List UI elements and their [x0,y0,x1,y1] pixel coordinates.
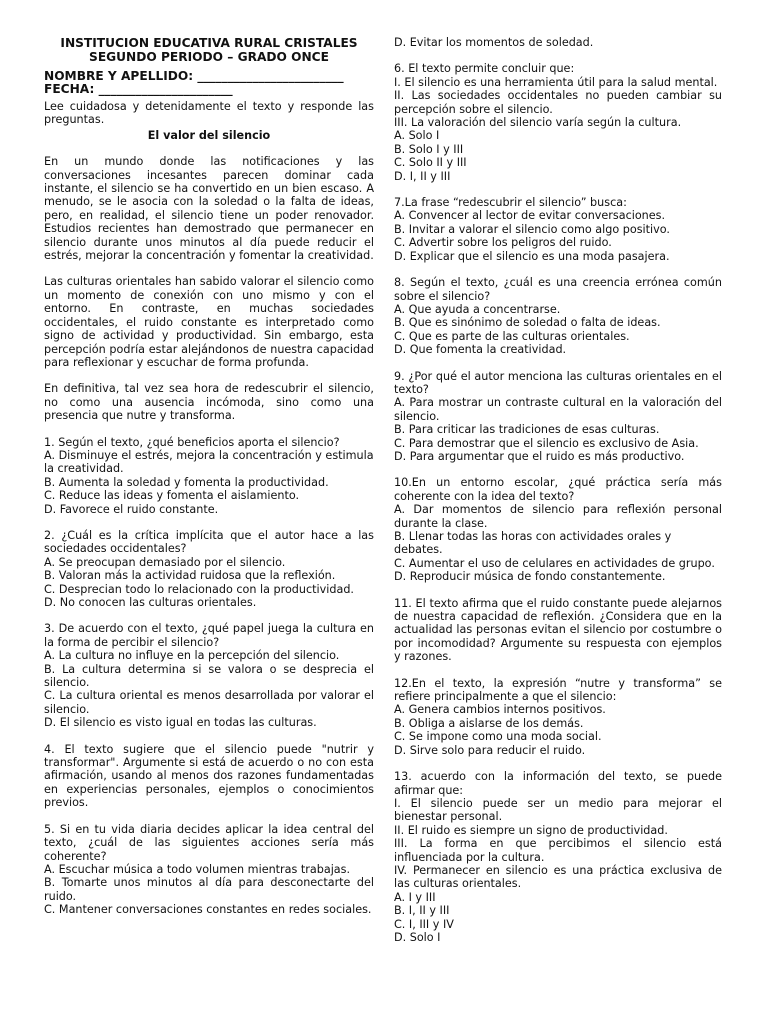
answer-option[interactable]: C. La cultura oriental es menos desarrollada por valorar el silencio. [44,689,374,716]
question-6 [394,62,722,183]
answer-option[interactable]: D. I, II y III [394,169,451,183]
answer-option[interactable]: C. Reduce las ideas y fomenta el aislamiento. [44,489,300,503]
question-stem: 10.En un entorno escolar, ¿qué práctica sería más coherente con la idea del texto? [394,476,722,503]
answer-option[interactable]: B. Tomarte unos minutos al día para desconectarte del ruido. [44,876,374,903]
question-8 [394,276,722,356]
reading-paragraph: En un mundo donde las notificaciones y las conversaciones incesantes parecen dominar cada instante, el silencio se ha convertido en un bien escaso. A menudo, se le asocia con la soledad o la falta de ideas, pero, en realidad, el silencio tiene un poder renovador. Estudios recientes han demostrado que permanecer en silencio durante unos minutos al día puede reducir el estrés, mejorar la concentración y fomentar la creatividad. [44,155,374,263]
answer-option[interactable]: C. Solo II y III [394,156,467,170]
answer-option[interactable]: B. Que es sinónimo de soledad o falta de ideas. [394,316,661,330]
answer-option[interactable]: A. Disminuye el estrés, mejora la concentración y estimula la creatividad. [44,448,374,476]
question-stem: 4. El texto sugiere que el silencio puede "nutrir y transformar". Argumente si está de acuerdo o no con esta afirmación, usando al menos dos razones fundamentadas en experiencias personales, ejemplos o conocimientos previos. [44,742,374,810]
answer-option[interactable]: D. Evitar los momentos de soledad. [394,36,594,49]
statement: IV. Permanecer en silencio es una práctica exclusiva de las culturas orientales. [394,863,722,891]
question-stem: 2. ¿Cuál es la crítica implícita que el autor hace a las sociedades occidentales? [44,528,374,556]
answer-option[interactable]: A. Que ayuda a concentrarse. [394,302,561,316]
school-name: INSTITUCION EDUCATIVA RURAL CRISTALES [60,36,358,50]
right-column [394,36,722,944]
answer-option[interactable]: A. Escuchar música a todo volumen mientras trabajas. [44,862,351,876]
answer-option[interactable]: D. Reproducir música de fondo constantemente. [394,570,666,584]
question-9 [394,370,722,464]
question-stem: 12.En el texto, la expresión “nutre y transforma” se refiere principalmente a que el silencio: [394,676,722,704]
question-stem: 7.La frase “redescubrir el silencio” busca: [394,196,627,210]
answer-option[interactable]: A. Se preocupan demasiado por el silencio. [44,555,286,569]
answer-option[interactable]: B. Invitar a valorar el silencio como algo positivo. [394,222,670,236]
question-1 [44,436,374,516]
answer-option[interactable]: D. Sirve solo para reducir el ruido. [394,743,586,757]
answer-option[interactable]: B. La cultura determina si se valora o se desprecia el silencio. [44,662,374,690]
reading-title: El valor del silencio [147,128,271,142]
statement: I. El silencio es una herramienta útil para la salud mental. [394,75,718,89]
answer-option[interactable]: C. Aumentar el uso de celulares en actividades de grupo. [394,556,715,570]
question-7 [394,196,722,263]
reading-paragraph: En definitiva, tal vez sea hora de redescubrir el silencio, no como una ausencia incómoda, sino como una presencia que nutre y transforma. [44,382,374,423]
answer-option[interactable]: C. Desprecian todo lo relacionado con la productividad. [44,582,354,596]
question-stem: 11. El texto afirma que el ruido constante puede alejarnos de nuestra capacidad de reflexión. ¿Considera que en la actualidad las personas evitan el silencio por costumbre o por incomodidad? Argumente su respuesta con ejemplos y razones. [394,596,722,664]
answer-option[interactable]: A. Convencer al lector de evitar conversaciones. [394,209,666,223]
question-5 [44,823,374,917]
answer-option[interactable]: C. Advertir sobre los peligros del ruido. [394,236,612,250]
instruction: Lee cuidadosa y detenidamente el texto y responde las preguntas. [44,100,374,127]
answer-option[interactable]: C. I, III y IV [394,917,454,931]
answer-option[interactable]: D. Que fomenta la creatividad. [394,343,567,357]
question-13 [394,770,722,944]
question-11 [394,597,722,664]
answer-option[interactable]: D. No conocen las culturas orientales. [44,596,257,609]
answer-option[interactable]: B. Solo I y III [394,142,464,156]
answer-option[interactable]: C. Se impone como una moda social. [394,730,602,744]
answer-option[interactable]: D. Favorece el ruido constante. [44,502,219,516]
answer-option[interactable]: A. Genera cambios internos positivos. [394,703,606,717]
answer-option[interactable]: D. Para argumentar que el ruido es más productivo. [394,449,685,463]
question-12 [394,677,722,757]
question-stem: 5. Si en tu vida diaria decides aplicar la idea central del texto, ¿cuál de las siguientes acciones sería más coherente? [44,822,374,863]
question-stem: 13. acuerdo con la información del texto, se puede afirmar que: [394,770,722,797]
answer-option[interactable]: C. Mantener conversaciones constantes en redes sociales. [44,903,372,917]
left-column [44,36,374,917]
answer-option[interactable]: D. Explicar que el silencio es una moda pasajera. [394,249,670,263]
question-10 [394,476,722,583]
statement: II. El ruido es siempre un signo de productividad. [394,823,668,837]
answer-option[interactable]: C. Para demostrar que el silencio es exclusivo de Asia. [394,436,699,450]
question-stem: 9. ¿Por qué el autor menciona las culturas orientales en el texto? [394,369,722,396]
reading-paragraph: Las culturas orientales han sabido valorar el silencio como un momento de conexión con uno mismo y con el entorno. En contraste, en muchas sociedades occidentales, el ruido constante es interpretado como signo de actividad y productividad. Sin embargo, esta percepción podría estar alejándonos de nuestra capacidad para reflexionar y escuchar de forma profunda. [44,275,374,369]
statement: I. El silencio puede ser un medio para mejorar el bienestar personal. [394,796,722,824]
question-3 [44,622,374,729]
answer-option[interactable]: B. Llenar todas las horas con actividades orales y debates. [394,530,672,557]
answer-option[interactable]: D. El silencio es visto igual en todas las culturas. [44,716,317,730]
answer-option[interactable]: B. Aumenta la soledad y fomenta la productividad. [44,475,329,489]
answer-option[interactable]: B. Obliga a aislarse de los demás. [394,716,584,730]
question-4 [44,743,374,810]
name-field[interactable]: NOMBRE Y APELLIDO: ________________________ [44,69,344,83]
answer-option[interactable]: A. La cultura no influye en la percepción del silencio. [44,649,340,663]
question-stem: 1. Según el texto, ¿qué beneficios aporta el silencio? [44,435,340,449]
date-field[interactable]: FECHA: ______________________ [44,82,233,96]
statement: III. La valoración del silencio varía según la cultura. [394,116,682,130]
answer-option[interactable]: A. Dar momentos de silencio para reflexión personal durante la clase. [394,503,722,530]
answer-option[interactable]: B. I, II y III [394,904,450,918]
answer-option[interactable]: A. Solo I [394,129,440,143]
question-stem: 3. De acuerdo con el texto, ¿qué papel juega la cultura en la forma de percibir el silencio? [44,622,374,649]
answer-option[interactable]: C. Que es parte de las culturas orientales. [394,329,630,343]
statement: III. La forma en que percibimos el silencio está influenciada por la cultura. [394,837,722,864]
question-stem: 6. El texto permite concluir que: [394,62,575,76]
answer-option[interactable]: B. Valoran más la actividad ruidosa que la reflexión. [44,569,336,583]
statement: II. Las sociedades occidentales no pueden cambiar su percepción sobre el silencio. [394,89,722,116]
question-2 [44,529,374,609]
answer-option[interactable]: A. I y III [394,890,436,904]
answer-option[interactable]: A. Para mostrar un contraste cultural en la valoración del silencio. [394,396,722,423]
question-stem: 8. Según el texto, ¿cuál es una creencia errónea común sobre el silencio? [394,276,722,303]
period-grade: SEGUNDO PERIODO – GRADO ONCE [89,50,329,64]
answer-option[interactable]: D. Solo I [394,930,441,944]
answer-option[interactable]: B. Para criticar las tradiciones de esas culturas. [394,423,660,437]
